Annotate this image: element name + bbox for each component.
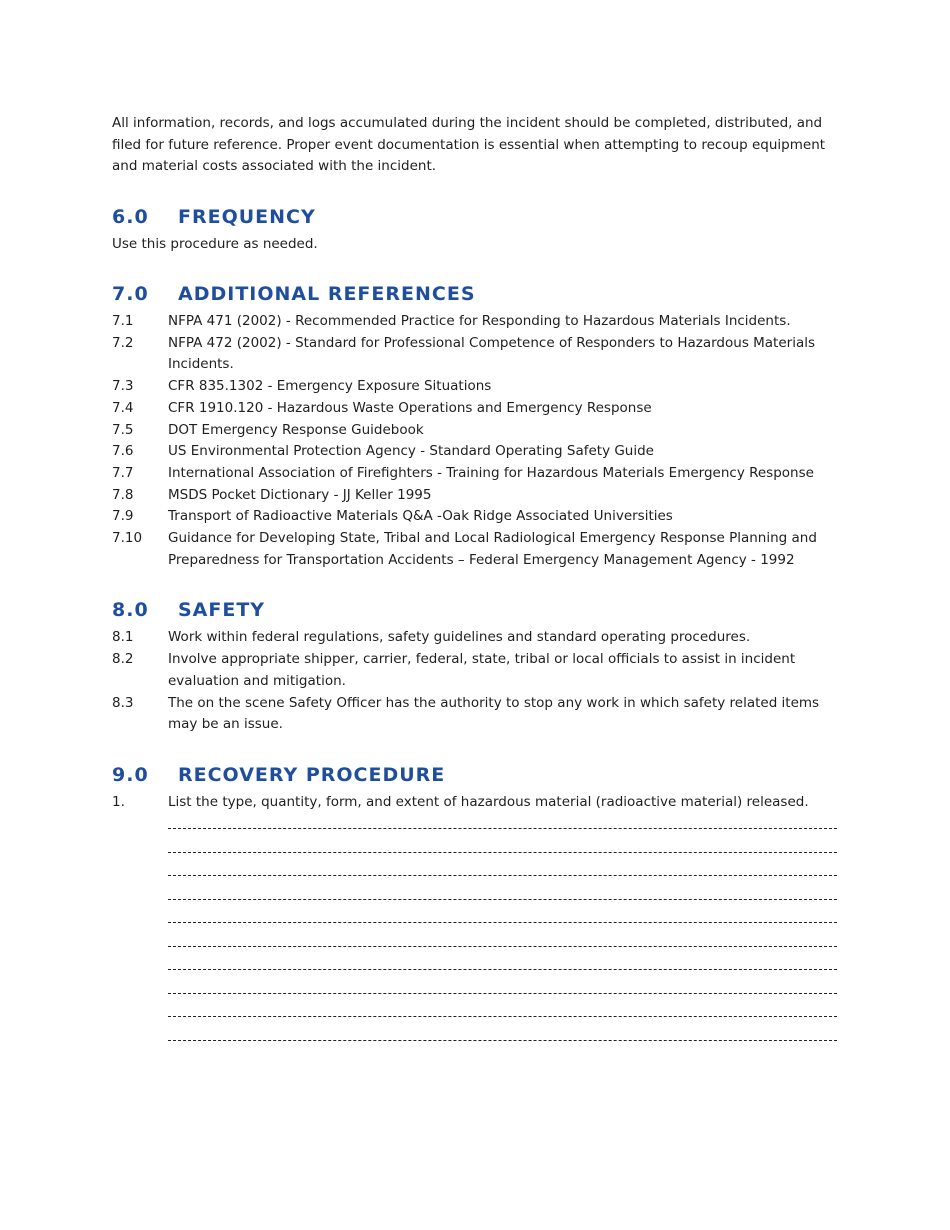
item-text: US Environmental Protection Agency - Standard Operating Safety Guide [168, 443, 654, 460]
section-title: ADDITIONAL REFERENCES [178, 283, 476, 305]
item-text: Involve appropriate shipper, carrier, federal, state, tribal or local officials to assist in incident evaluation and mitigation. [168, 651, 796, 689]
item-number: 7.2 [112, 334, 134, 351]
section-heading-references [112, 280, 837, 308]
item-text: The on the scene Safety Officer has the authority to stop any work in which safety related items may be an issue. [168, 694, 820, 733]
item-number: 7.10 [112, 530, 143, 547]
item-number: 7.4 [112, 399, 134, 416]
item-number: 1. [112, 793, 125, 810]
safety-list [112, 627, 837, 736]
item-text: NFPA 471 (2002) - Recommended Practice for Responding to Hazardous Materials Incidents. [168, 313, 791, 329]
list-item [112, 528, 837, 571]
item-text: DOT Emergency Response Guidebook [168, 421, 424, 438]
document-page [112, 113, 837, 1057]
list-item [112, 398, 837, 420]
list-item [112, 627, 837, 649]
item-number: 7.6 [112, 443, 134, 460]
answer-line[interactable] [168, 922, 837, 923]
answer-line-pair [168, 1010, 837, 1057]
item-number: 8.3 [112, 694, 134, 711]
list-item [112, 441, 837, 463]
item-number: 7.3 [112, 378, 134, 395]
section-heading-safety [112, 596, 837, 624]
item-number: 8.1 [112, 629, 134, 646]
answer-line-pair [168, 963, 837, 1010]
answer-line[interactable] [168, 852, 837, 853]
recovery-list [112, 792, 837, 814]
list-item [112, 792, 837, 814]
answer-line[interactable] [168, 1016, 837, 1017]
intro-paragraph: All information, records, and logs accumulated during the incident should be completed, distributed, and filed for future reference. Proper event documentation is essential when attempting to recoup equipment and material costs associated with the incident. [112, 115, 826, 174]
list-item [112, 311, 837, 333]
list-item [112, 420, 837, 442]
item-number: 7.7 [112, 464, 134, 481]
item-text: CFR 1910.120 - Hazardous Waste Operations and Emergency Response [168, 399, 652, 416]
list-item [112, 376, 837, 398]
answer-line[interactable] [168, 899, 837, 900]
answer-line-pair [168, 822, 837, 869]
item-text: Work within federal regulations, safety guidelines and standard operating procedures. [168, 629, 751, 646]
item-text: CFR 835.1302 - Emergency Exposure Situations [168, 378, 492, 395]
item-number: 7.9 [112, 508, 134, 525]
item-text: MSDS Pocket Dictionary - JJ Keller 1995 [168, 486, 432, 503]
list-item [112, 506, 837, 528]
section-heading-frequency [112, 203, 837, 231]
answer-line-pair [168, 869, 837, 916]
item-number: 8.2 [112, 651, 134, 668]
item-text: List the type, quantity, form, and extent of hazardous material (radioactive material) released. [168, 793, 809, 810]
section-heading-recovery [112, 761, 837, 789]
answer-line[interactable] [168, 875, 837, 876]
item-number: 7.5 [112, 421, 134, 438]
section-title: SAFETY [178, 599, 266, 622]
section-number: 7.0 [112, 283, 149, 305]
item-text: NFPA 472 (2002) - Standard for Professional Competence of Responders to Hazardous Materials Incidents. [168, 334, 816, 373]
list-item [112, 463, 837, 485]
item-text: International Association of Firefighters - Training for Hazardous Materials Emergency Response [168, 464, 814, 481]
item-number: 7.1 [112, 313, 134, 329]
answer-line[interactable] [168, 946, 837, 947]
list-item [112, 649, 837, 692]
frequency-text: Use this procedure as needed. [112, 235, 318, 252]
item-text: Transport of Radioactive Materials Q&A -Oak Ridge Associated Universities [168, 508, 673, 525]
section-number: 9.0 [112, 763, 149, 786]
list-item [112, 693, 837, 736]
answer-lines [168, 822, 837, 1057]
section-title: FREQUENCY [178, 205, 316, 228]
item-text: Guidance for Developing State, Tribal and Local Radiological Emergency Response Planning and Preparedness for Transportation Accidents – Federal Emergency Management Agency - 1992 [168, 530, 817, 568]
section-number: 8.0 [112, 599, 149, 622]
answer-line-pair [168, 916, 837, 963]
list-item [112, 333, 837, 376]
section-number: 6.0 [112, 205, 149, 228]
section-title: RECOVERY PROCEDURE [178, 763, 446, 786]
item-number: 7.8 [112, 486, 134, 503]
answer-line[interactable] [168, 969, 837, 970]
list-item [112, 485, 837, 507]
answer-line[interactable] [168, 828, 837, 829]
answer-line[interactable] [168, 1040, 837, 1041]
answer-line[interactable] [168, 993, 837, 994]
references-list [112, 311, 837, 571]
